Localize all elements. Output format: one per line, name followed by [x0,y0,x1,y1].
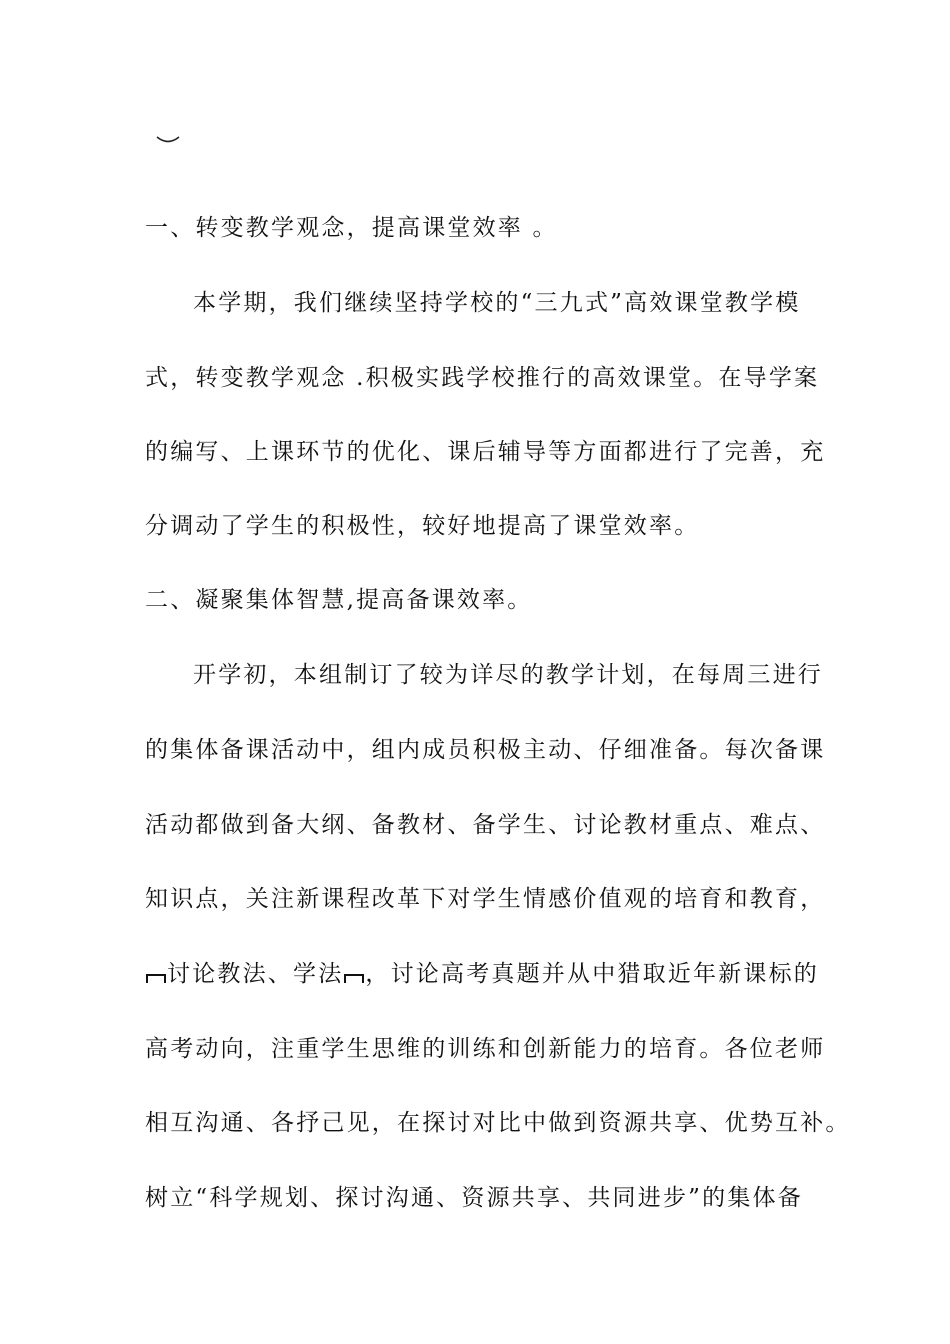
paragraph-line: 的集体备课活动中，组内成员积极主动、仔细准备。每次备课 [145,737,826,763]
paragraph-line: 的编写、上课环节的优化、课后辅导等方面都进行了完善，充 [145,439,826,465]
paragraph-line: 开学初，本组制订了较为详尽的教学计划，在每周三进行 [193,662,823,688]
paragraph-line: 树立“科学规划、探讨沟通、资源共享、共同进步”的集体备 [145,1185,803,1211]
paragraph-line: 活动都做到备大纲、备教材、备学生、讨论教材重点、难点、 [145,812,826,838]
bracket-mark-icon [145,970,167,984]
section-heading-1: 一、转变教学观念，提高课堂效率 。 [145,215,558,241]
bracket-mark-icon [343,970,365,984]
paragraph-line: 分调动了学生的积极性，较好地提高了课堂效率。 [145,513,700,539]
paragraph-line: 知识点，关注新课程改革下对学生情感价值观的培育和教育， [145,886,826,912]
paragraph-line: 本学期，我们继续坚持学校的“三九式”高效课堂教学模 [193,290,801,316]
paragraph-line: 式，转变教学观念 .积极实践学校推行的高效课堂。在导学案 [145,365,820,391]
chevron-down-icon [155,130,181,150]
section-heading-2: 二、凝聚集体智慧,提高备课效率。 [145,587,533,613]
paragraph-segment: 讨论教法、学法 [167,961,344,987]
paragraph-segment: ，讨论高考真题并从中猎取近年新课标的 [365,961,820,987]
paragraph-line: 高考动向，注重学生思维的训练和创新能力的培育。各位老师 [145,1036,826,1062]
paragraph-line-with-marks [145,959,845,989]
paragraph-line: 相互沟通、各抒己见，在探讨对比中做到资源共享、优势互补。 [145,1110,851,1136]
